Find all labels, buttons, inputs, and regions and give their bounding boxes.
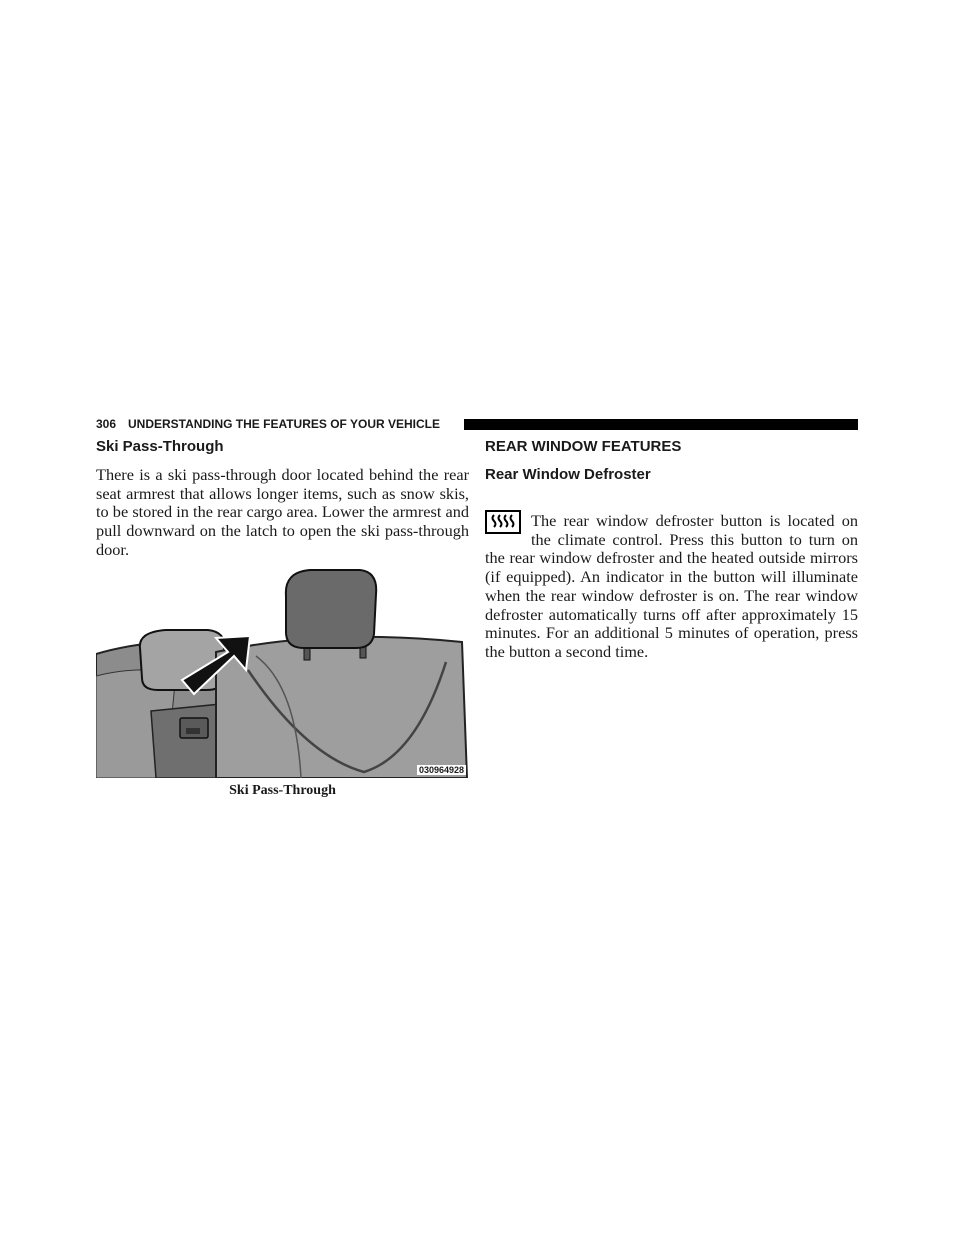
- rear-window-defroster-text: [485, 512, 858, 662]
- header-title: UNDERSTANDING THE FEATURES OF YOUR VEHICLE: [128, 417, 441, 431]
- figure-id: 030964928: [418, 765, 464, 775]
- ski-pass-through-illustration: [96, 566, 469, 778]
- ski-pass-through-paragraph: There is a ski pass-through door located behind the rear seat armrest that allows longer items, such as snow skis, to be stored in the rear cargo area. Lower the armrest and pull downward on the latch to open the ski pass-through door.: [96, 465, 469, 559]
- rear-window-defroster-paragraph: The rear window defroster button is located on the climate control. Press this button to turn on the rear window defroster and the heated outside mirrors (if equipped). An indicator in the button will illuminate when the rear window defroster is on. The rear window defroster automatically turns off after approximately 15 minutes. For an additional 5 minutes of operation, press the button a second time.: [485, 511, 858, 661]
- icon-spacer: [485, 512, 531, 548]
- figure-caption: Ski Pass-Through: [229, 783, 336, 798]
- ski-pass-through-heading: Ski Pass-Through: [96, 438, 224, 455]
- page-number: 306: [96, 417, 117, 431]
- page-header: [96, 416, 858, 434]
- rear-window-features-heading: REAR WINDOW FEATURES: [485, 438, 682, 455]
- header-rule: [464, 419, 858, 430]
- rear-seat-drawing: [96, 566, 469, 778]
- rear-window-defroster-heading: Rear Window Defroster: [485, 466, 651, 483]
